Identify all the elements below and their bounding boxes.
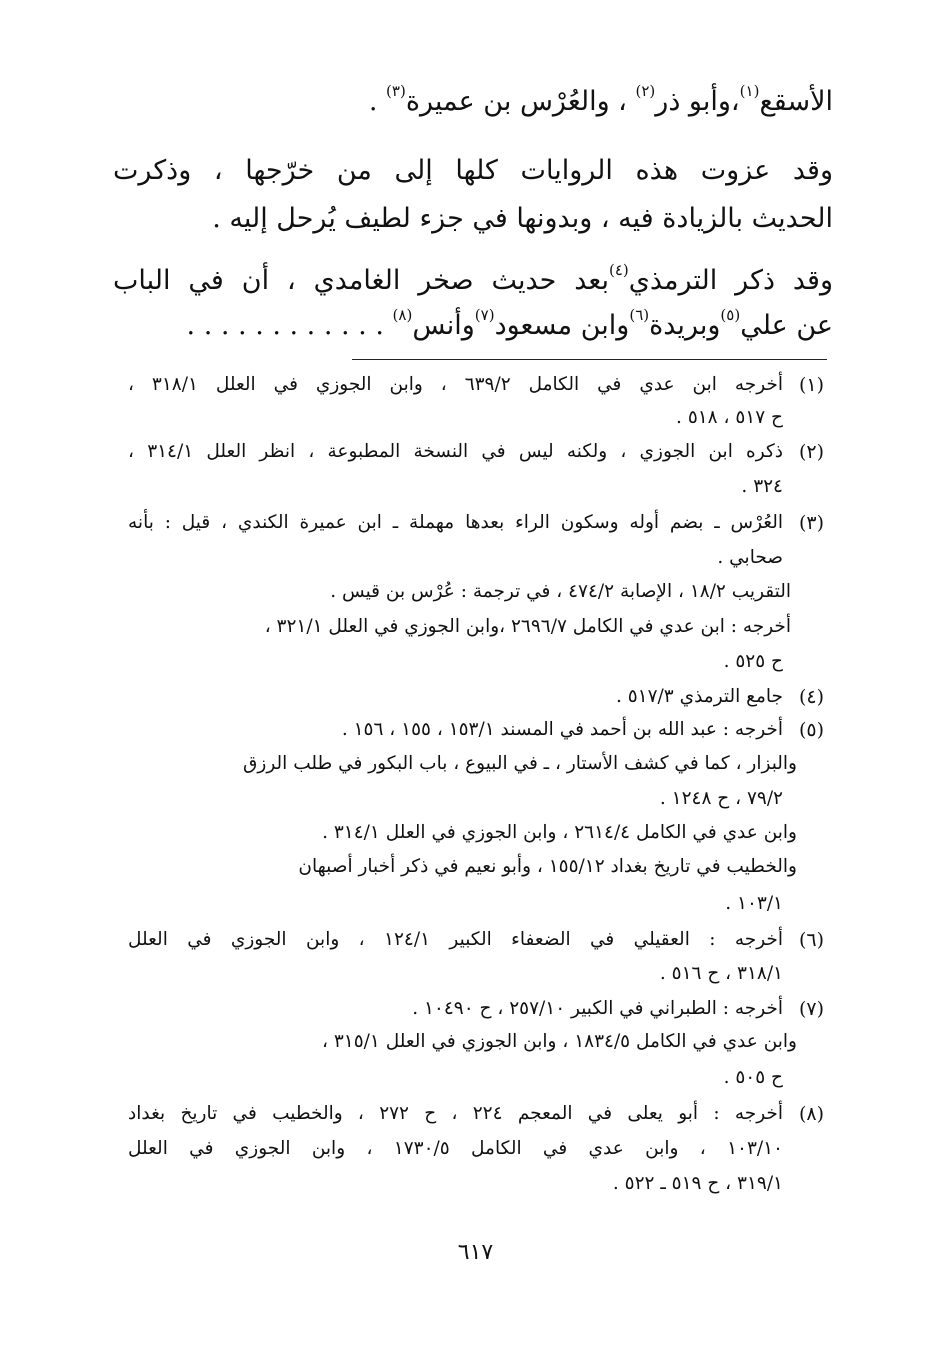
- footnote-number: (٨): [798, 1103, 824, 1125]
- footnote-line: ٣١٨/١ ، ح ٥١٦ .: [659, 963, 783, 984]
- footnote-ref: (٢): [635, 82, 656, 100]
- footnote-line: والخطيب في تاريخ بغداد ١٥٥/١٢ ، وأبو نعيم في ذكر أخبار أصبهان: [298, 856, 797, 877]
- footnote-number: (٧): [798, 998, 824, 1020]
- text-segment: الأسقع: [759, 86, 833, 117]
- footnote-line: جامع الترمذي ٥١٧/٣ .: [615, 686, 783, 707]
- footnote-line: وابن عدي في الكامل ١٨٣٤/٥ ، وابن الجوزي في العلل ٣١٥/١ ،: [322, 1031, 797, 1052]
- footnote-line: ١٠٣/١٠ ، وابن عدي في الكامل ١٧٣٠/٥ ، وابن الجوزي في العلل: [128, 1138, 783, 1159]
- main-text-line: [113, 306, 833, 341]
- footnote-line: ح ٥١٧ ، ٥١٨ .: [676, 407, 783, 428]
- footnote-ref: (٤): [608, 261, 629, 279]
- footnote-line: ح ٥٠٥ .: [723, 1067, 783, 1088]
- footnote-number: (١): [798, 374, 824, 396]
- footnote-line: أخرجه : ابن عدي في الكامل ٢٦٩٦/٧ ،وابن الجوزي في العلل ٣٢١/١ ،: [264, 616, 791, 637]
- text-segment: بعد حديث صخر الغامدي ، أن في الباب: [113, 265, 609, 296]
- main-text-line: وقد عزوت هذه الروايات كلها إلى من خرّجها ، وذكرت: [113, 155, 833, 186]
- page-number: ٦١٧: [457, 1240, 494, 1265]
- text-segment: وأنس: [412, 310, 475, 341]
- footnote-ref: (٨): [392, 306, 413, 324]
- text-segment: ،وأبو ذر: [655, 86, 740, 117]
- text-segment: .: [368, 86, 378, 117]
- ellipsis-dots: . . . . . . . . . . . .: [186, 310, 384, 341]
- text-segment: وقد ذكر الترمذي: [628, 265, 833, 296]
- footnote-line: ٣١٩/١ ، ح ٥١٩ ـ ٥٢٢ .: [612, 1173, 783, 1194]
- footnote-line: وابن عدي في الكامل ٢٦١٤/٤ ، وابن الجوزي في العلل ٣١٤/١ .: [322, 822, 797, 843]
- footnote-line: ذكره ابن الجوزي ، ولكنه ليس في النسخة المطبوعة ، انظر العلل ٣١٤/١ ،: [128, 441, 783, 462]
- footnote-number: (٤): [798, 686, 824, 708]
- footnote-line: أخرجه : أبو يعلى في المعجم ٢٢٤ ، ح ٢٧٢ ، والخطيب في تاريخ بغداد: [128, 1103, 783, 1124]
- text-segment: عن علي: [740, 310, 833, 341]
- footnote-line: أخرجه : عبد الله بن أحمد في المسند ١٥٣/١ ، ١٥٥ ، ١٥٦ .: [341, 719, 783, 740]
- footnote-ref: (٧): [474, 306, 495, 324]
- main-text-line: [113, 82, 833, 117]
- footnote-line: أخرجه : الطبراني في الكبير ٢٥٧/١٠ ، ح ١٠٤٩٠ .: [412, 998, 783, 1019]
- footnote-line: والبزار ، كما في كشف الأستار ، ـ في البيوع ، باب البكور في طلب الرزق: [243, 753, 797, 774]
- footnote-number: (٦): [798, 929, 824, 951]
- text-segment: وابن مسعود: [494, 310, 630, 341]
- footnote-line: ١٠٣/١ .: [725, 893, 783, 914]
- footnote-line: أخرجه ابن عدي في الكامل ٦٣٩/٢ ، وابن الجوزي في العلل ٣١٨/١ ،: [128, 374, 783, 395]
- footnote-line: ح ٥٢٥ .: [723, 651, 783, 672]
- text-segment: ، والعُرْس بن عميرة: [405, 86, 627, 117]
- footnote-line: التقريب ١٨/٢ ، الإصابة ٤٧٤/٢ ، في ترجمة : عُرْس بن قيس .: [330, 581, 791, 602]
- footnote-line: صحابي .: [717, 547, 783, 568]
- main-text-line: الحديث بالزيادة فيه ، وبدونها في جزء لطيف يُرحل إليه .: [212, 203, 833, 234]
- text-segment: وبريدة: [649, 310, 721, 341]
- footnote-number: (٥): [798, 719, 824, 741]
- footnote-ref: (٥): [720, 306, 741, 324]
- footnote-ref: (٣): [386, 82, 406, 100]
- footnote-number: (٢): [798, 441, 824, 463]
- footnote-ref: (١): [739, 82, 760, 100]
- footnote-line: ٧٩/٢ ، ح ١٢٤٨ .: [659, 788, 783, 809]
- footnote-number: (٣): [798, 512, 824, 534]
- footnote-line: العُرْس ـ بضم أوله وسكون الراء بعدها مهملة ـ ابن عميرة الكندي ، قيل : بأنه: [128, 512, 783, 533]
- main-text-line: [113, 261, 833, 296]
- footnote-ref: (٦): [629, 306, 650, 324]
- footnote-separator: [352, 359, 827, 360]
- footnote-line: ٣٢٤ .: [741, 476, 783, 497]
- footnote-line: أخرجه : العقيلي في الضعفاء الكبير ١٢٤/١ ، وابن الجوزي في العلل: [128, 929, 783, 950]
